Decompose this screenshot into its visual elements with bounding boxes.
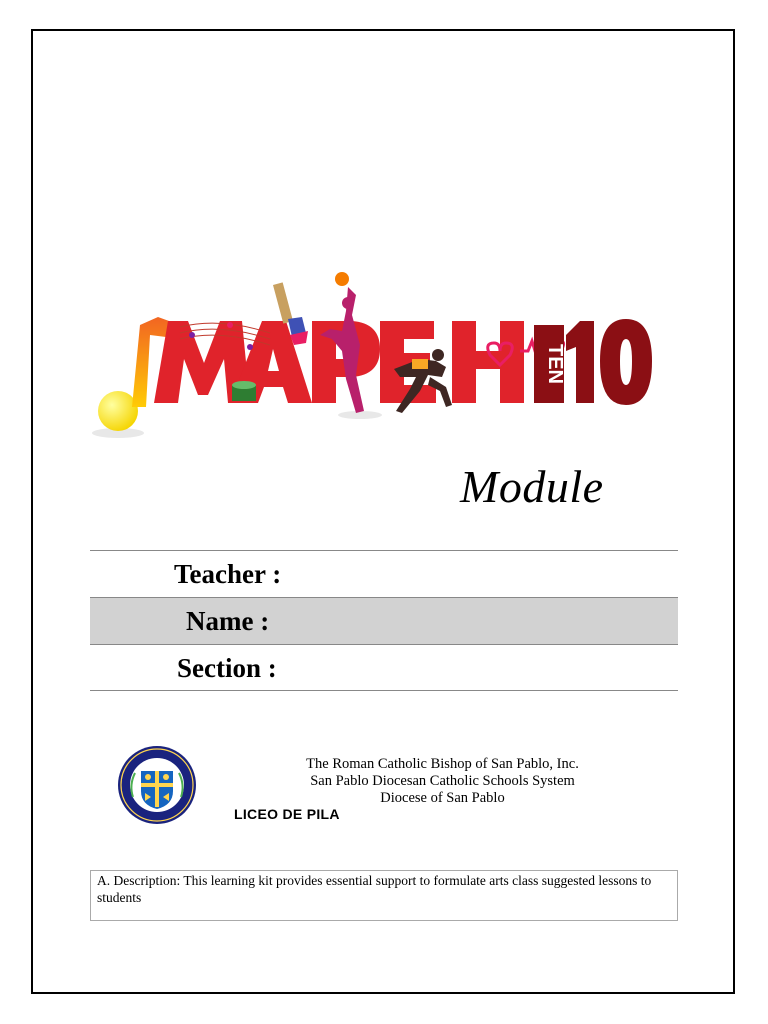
page-border: [31, 29, 735, 994]
description-box: A. Description: This learning kit provides essential support to formulate arts class suggested lessons to students: [90, 870, 678, 921]
name-label: Name :: [186, 606, 270, 636]
section-row: [90, 644, 678, 691]
name-row: [90, 597, 678, 644]
letter-h: [452, 321, 524, 403]
org-line-2: San Pablo Diocesan Catholic Schools System: [310, 773, 575, 789]
teacher-row: [90, 550, 678, 597]
digit-one: [566, 321, 594, 403]
org-line-1: The Roman Catholic Bishop of San Pablo, Inc.: [306, 756, 579, 772]
mapeh-logo: [80, 255, 665, 455]
paint-bucket-icon: [232, 381, 256, 401]
student-info-table: [90, 550, 678, 691]
school-seal-logo: [117, 745, 197, 825]
school-name: LICEO DE PILA: [234, 806, 340, 822]
section-label: Section :: [177, 653, 277, 683]
organization-block: [280, 756, 605, 807]
module-title: Module: [460, 461, 604, 512]
grade-ten-text: TEN: [544, 344, 566, 384]
teacher-label: Teacher :: [174, 559, 282, 589]
org-line-3: Diocese of San Pablo: [380, 790, 505, 806]
digit-zero: [600, 319, 652, 405]
